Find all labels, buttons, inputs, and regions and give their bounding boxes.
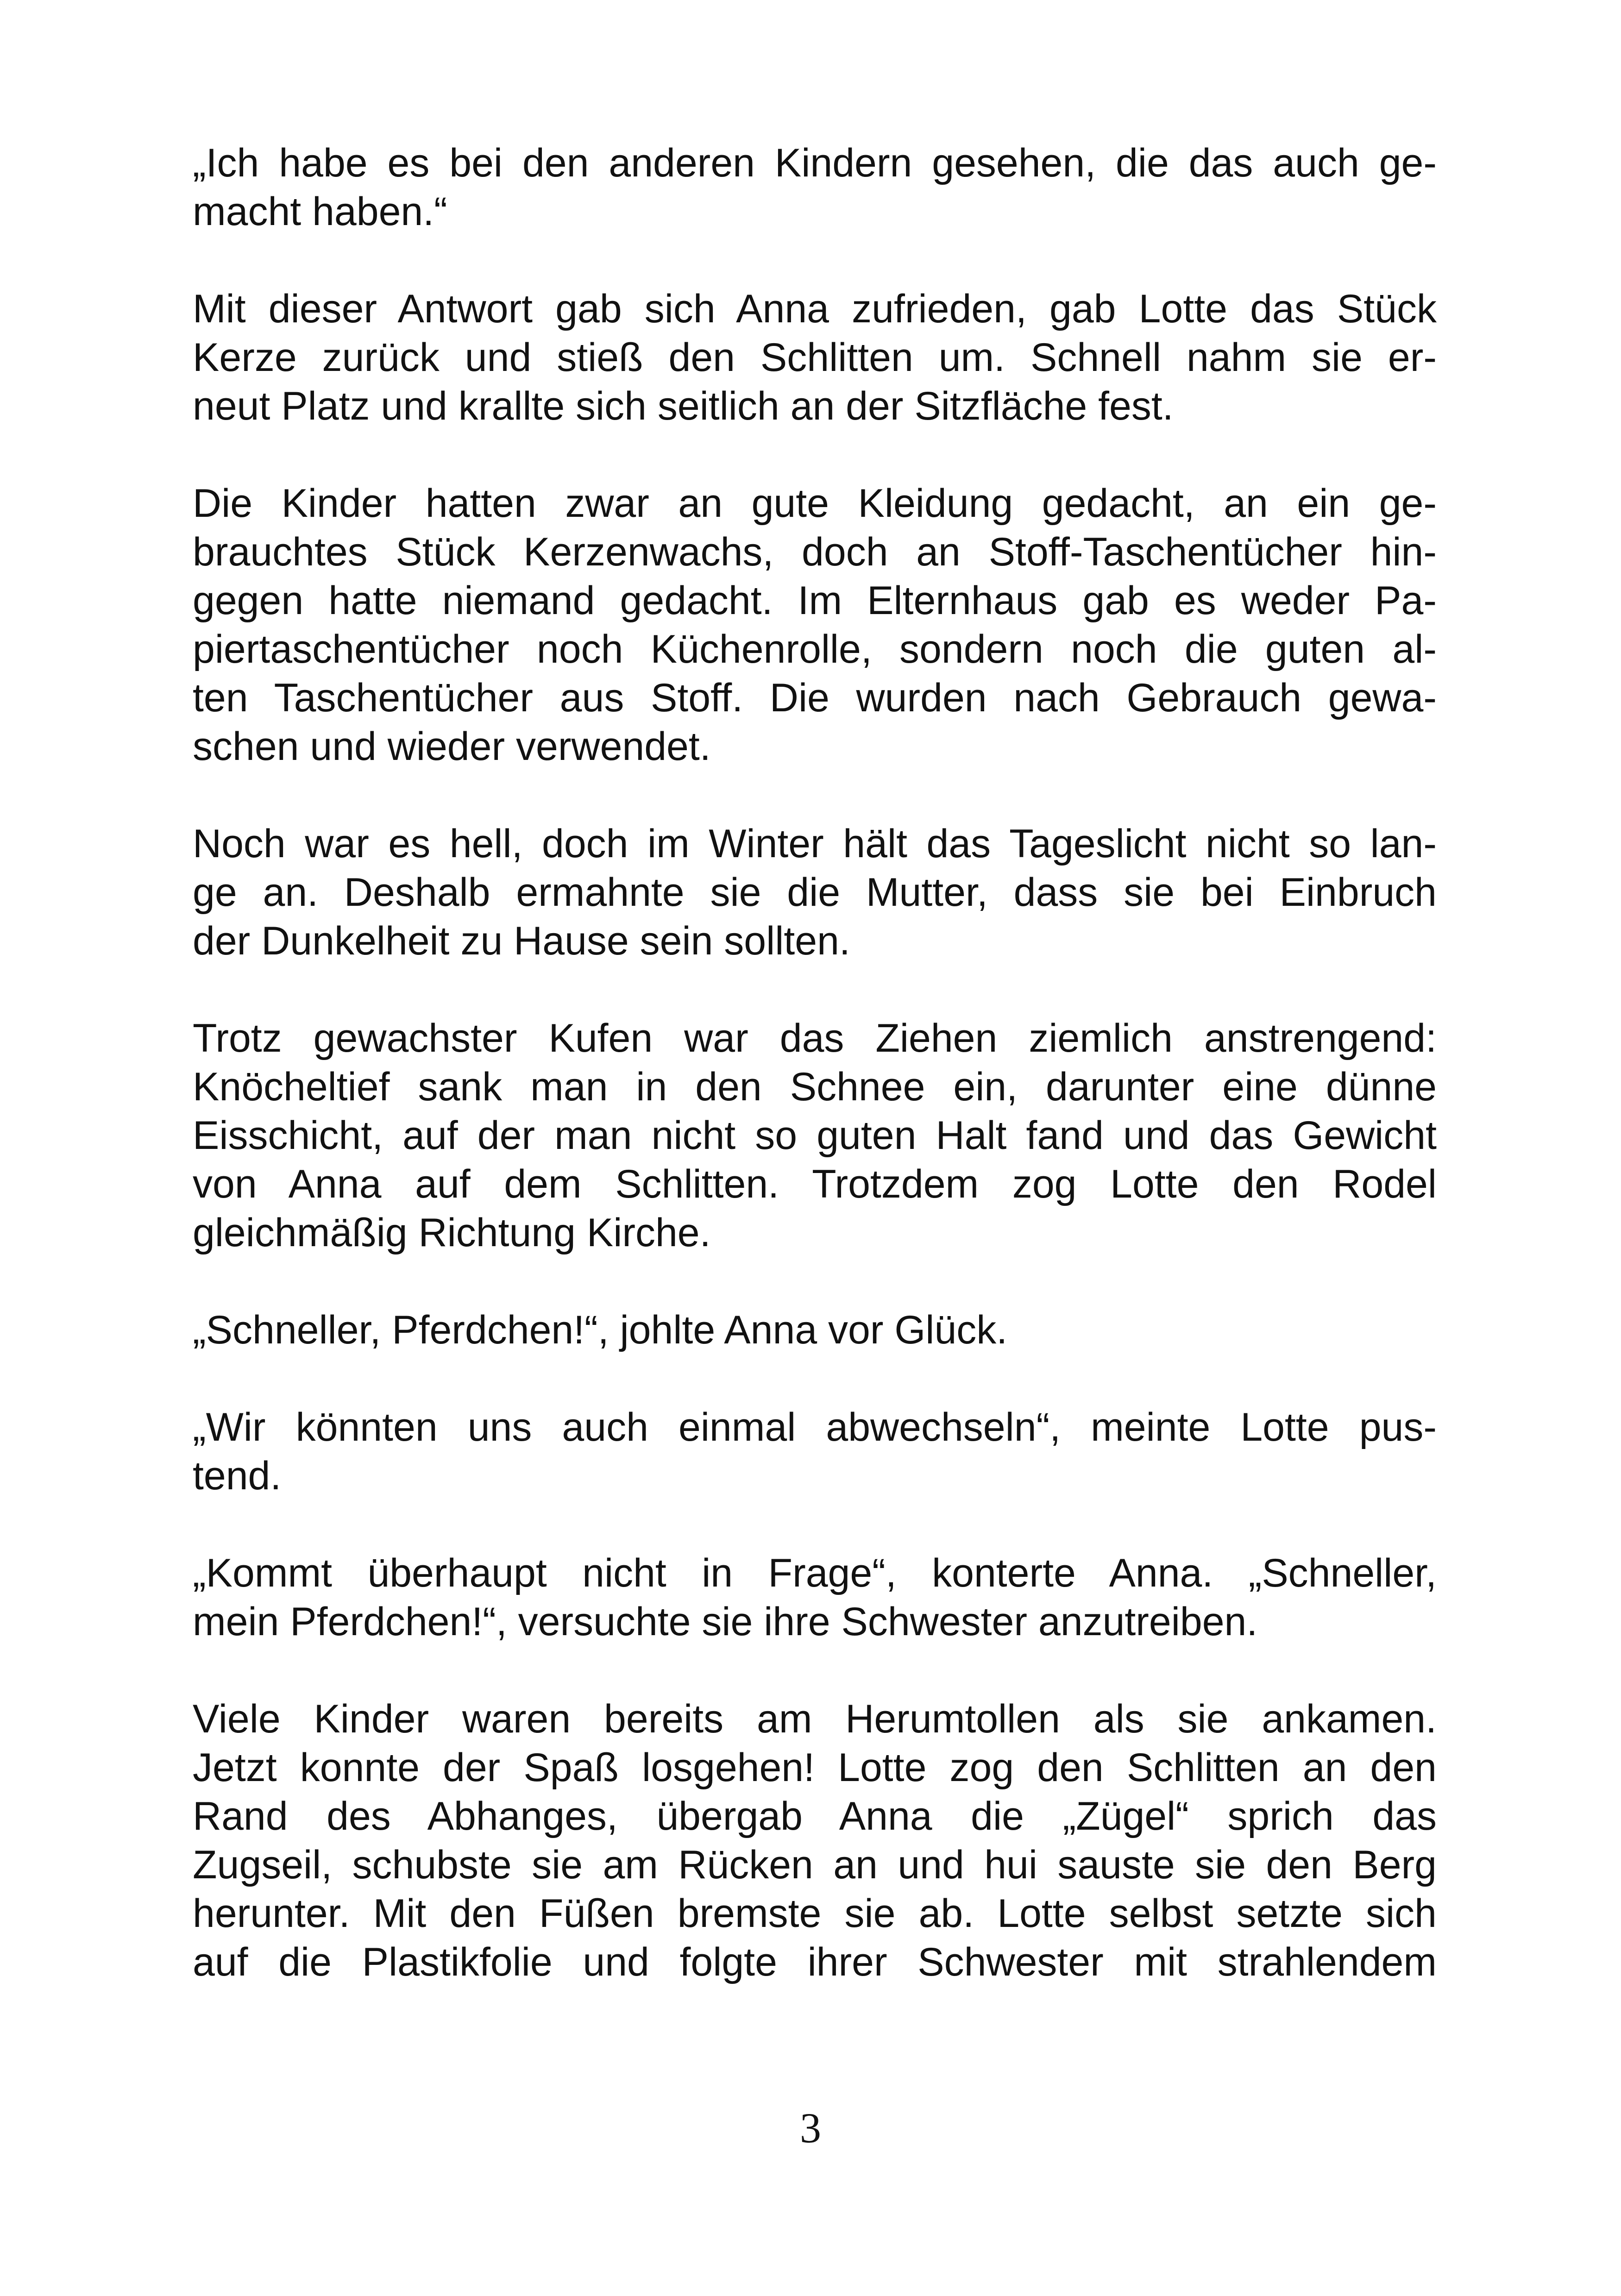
paragraph (193, 1549, 1437, 1646)
text-line: Knöcheltief sank man in den Schnee ein, darunter eine dünne (193, 1065, 1437, 1109)
paragraph (193, 1695, 1437, 1987)
text-line: gleichmäßig Richtung Kirche. (193, 1211, 711, 1255)
text-line: brauchtes Stück Kerzenwachs, doch an Stoff-Taschentücher hin- (193, 530, 1437, 574)
text-line: „Schneller, Pferdchen!“, johlte Anna vor Glück. (193, 1308, 1008, 1352)
paragraph (193, 479, 1437, 771)
page-number: 3 (800, 2104, 821, 2152)
text-line: Noch war es hell, doch im Winter hält das Tageslicht nicht so lan- (193, 822, 1437, 866)
text-line: Jetzt konnte der Spaß losgehen! Lotte zog den Schlitten an den (193, 1745, 1437, 1790)
text-line: mein Pferdchen!“, versuchte sie ihre Schwester anzutreiben. (193, 1600, 1258, 1644)
text-line: Trotz gewachster Kufen war das Ziehen ziemlich anstrengend: (193, 1016, 1437, 1060)
text-line: schen und wieder verwendet. (193, 724, 711, 769)
text-line: ge an. Deshalb ermahnte sie die Mutter, dass sie bei Einbruch (193, 870, 1437, 915)
page-body (193, 139, 1437, 2035)
text-line: macht haben.“ (193, 189, 447, 234)
text-line: Rand des Abhanges, übergab Anna die „Zügel“ sprich das (193, 1794, 1437, 1838)
paragraph (193, 1014, 1437, 1257)
text-line: Mit dieser Antwort gab sich Anna zufrieden, gab Lotte das Stück (193, 287, 1437, 331)
text-line: tend. (193, 1454, 282, 1498)
text-line: herunter. Mit den Füßen bremste sie ab. Lotte selbst setzte sich (193, 1891, 1437, 1936)
text-line: ten Taschentücher aus Stoff. Die wurden nach Gebrauch gewa- (193, 676, 1437, 720)
text-line: der Dunkelheit zu Hause sein sollten. (193, 919, 850, 963)
text-line: Zugseil, schubste sie am Rücken an und hui sauste sie den Berg (193, 1843, 1437, 1887)
text-line: von Anna auf dem Schlitten. Trotzdem zog Lotte den Rodel (193, 1162, 1437, 1206)
text-line: Viele Kinder waren bereits am Herumtollen als sie ankamen. (193, 1697, 1437, 1741)
paragraph (193, 1306, 1437, 1355)
text-line: auf die Plastikfolie und folgte ihrer Schwester mit strahlendem (193, 1940, 1437, 1984)
text-line: Kerze zurück und stieß den Schlitten um. Schnell nahm sie er- (193, 335, 1437, 380)
text-line: „Kommt überhaupt nicht in Frage“, konterte Anna. „Schneller, (193, 1551, 1437, 1595)
paragraph (193, 285, 1437, 431)
paragraph (193, 1403, 1437, 1500)
paragraph (193, 139, 1437, 236)
text-line: piertaschentücher noch Küchenrolle, sondern noch die guten al- (193, 627, 1437, 671)
text-line: Die Kinder hatten zwar an gute Kleidung gedacht, an ein ge- (193, 481, 1437, 526)
text-line: gegen hatte niemand gedacht. Im Elternhaus gab es weder Pa- (193, 578, 1437, 623)
text-line: Eisschicht, auf der man nicht so guten Halt fand und das Gewicht (193, 1113, 1437, 1158)
paragraph (193, 820, 1437, 966)
text-line: „Ich habe es bei den anderen Kindern gesehen, die das auch ge- (193, 141, 1437, 185)
text-line: neut Platz und krallte sich seitlich an der Sitzfläche fest. (193, 384, 1174, 428)
text-line: „Wir könnten uns auch einmal abwechseln“, meinte Lotte pus- (193, 1405, 1437, 1449)
